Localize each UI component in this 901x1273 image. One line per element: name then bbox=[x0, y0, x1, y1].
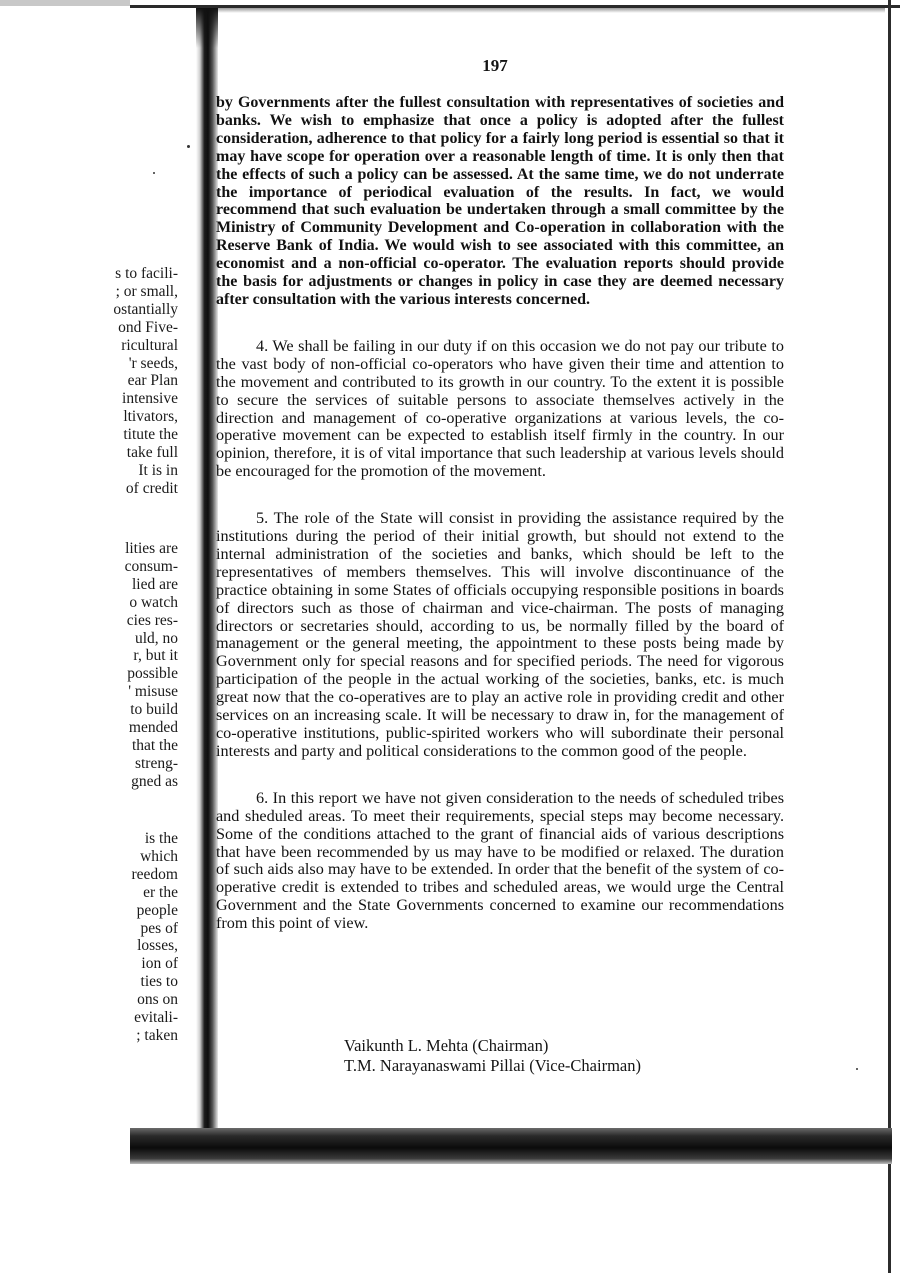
left-fragment-line: ; taken bbox=[136, 1026, 178, 1044]
book-spine-shadow bbox=[196, 8, 218, 1148]
signature-block bbox=[344, 1036, 641, 1076]
left-fragment-line: ostantially bbox=[113, 300, 178, 318]
left-fragment-line: s to facili- bbox=[115, 265, 178, 282]
top-scan-shadow bbox=[205, 8, 885, 13]
left-fragment-line: intensive bbox=[122, 390, 178, 408]
left-fragment-line: ion of bbox=[141, 955, 178, 973]
left-fragment-line: ; or small, bbox=[115, 282, 178, 300]
left-page-fragment-1 bbox=[0, 265, 178, 498]
left-fragment-line: mended bbox=[128, 719, 178, 737]
left-fragment-line: er the bbox=[143, 883, 178, 901]
left-fragment-line: that the bbox=[131, 736, 178, 754]
left-fragment-line: consum- bbox=[124, 557, 178, 575]
left-fragment-line: o watch bbox=[129, 593, 178, 611]
left-fragment-line: streng- bbox=[134, 754, 178, 772]
left-fragment-line: r, but it bbox=[133, 647, 178, 665]
left-fragment-line: lities are bbox=[125, 540, 178, 557]
left-fragment-line: ' misuse bbox=[128, 683, 178, 701]
left-fragment-line: 'r seeds, bbox=[128, 354, 178, 372]
left-fragment-line: pes of bbox=[140, 919, 178, 937]
left-fragment-line: ons on bbox=[137, 991, 178, 1009]
left-fragment-line: to build bbox=[130, 701, 178, 719]
left-fragment-line: take full bbox=[126, 444, 178, 462]
left-fragment-line: ear Plan bbox=[127, 372, 178, 390]
left-page-fragment-3 bbox=[0, 830, 178, 1045]
left-fragment-line: lied are bbox=[131, 575, 178, 593]
signature-chairman: Vaikunth L. Mehta (Chairman) bbox=[344, 1036, 549, 1055]
left-fragment-line: possible bbox=[127, 665, 178, 683]
left-fragment-line: is the bbox=[144, 830, 178, 847]
left-fragment-line: ties to bbox=[140, 973, 178, 991]
paragraph-6: 6. In this report we have not given consideration to the needs of scheduled tribes and sheduled areas. To meet their requirements, special steps may become necessary. Some of the conditions attached to the grant of financial aids of various descriptions that have been recommended by us may have to be modified or relaxed. The duration of such aids also may have to be extended. In order that the benefit of the system of co-operative credit is extended to tribes and scheduled areas, we would urge the Central Government and the State Governments concerned to examine our recommendations from this point of view. bbox=[216, 788, 784, 933]
scan-speck bbox=[856, 1068, 858, 1070]
signature-vice-chairman: T.M. Narayanaswami Pillai (Vice-Chairman) bbox=[344, 1056, 641, 1075]
right-page-border bbox=[888, 0, 891, 1273]
left-fragment-line: people bbox=[136, 901, 178, 919]
top-scan-edge-left bbox=[0, 0, 130, 6]
left-fragment-line: gned as bbox=[131, 772, 178, 790]
left-fragment-line: which bbox=[140, 847, 178, 865]
left-fragment-line: titute the bbox=[123, 426, 178, 444]
left-fragment-line: of credit bbox=[125, 479, 178, 497]
page-number: 197 bbox=[482, 56, 508, 75]
left-fragment-line: ricultural bbox=[121, 336, 178, 354]
left-fragment-line: It is in bbox=[138, 461, 178, 479]
book-spine-cap bbox=[196, 8, 218, 48]
bottom-scan-band bbox=[130, 1128, 892, 1164]
paragraph-continuation: by Governments after the fullest consultation with representatives of societies and banks. We wish to emphasize that once a policy is adopted after the fullest consideration, adherence to that policy for a fairly long period is essential so that it may have scope for operation over a reasonable length of time. It is only then that the effects of such a policy can be assessed. At the same time, we do not underrate the importance of periodical evaluation of the results. In fact, we would recommend that such evaluation be undertaken through a small committee by the Ministry of Community Development and Co-operation in collaboration with the Reserve Bank of India. We would wish to see associated with this committee, an economist and a non-official co-operator. The evaluation reports should provide the basis for adjustments or changes in policy in case they are deemed necessary after consultation with the various interests concerned. bbox=[216, 94, 784, 308]
paragraph-4: 4. We shall be failing in our duty if on this occasion we do not pay our tribute to the vast body of non-official co-operators who have given their time and attention to the movement and contributed to its growth in our country. To the extent it is possible to secure the services of suitable persons to associate themselves actively in the direction and management of co-operative organizations at various levels, the co-operative movement can be expected to establish itself firmly in the country. In our opinion, therefore, it is of vital importance that such leadership at various levels should be encouraged for the promotion of the movement. bbox=[216, 336, 784, 481]
left-fragment-line: reedom bbox=[131, 865, 178, 883]
left-fragment-line: ltivators, bbox=[123, 408, 178, 426]
body-text bbox=[216, 94, 784, 933]
left-fragment-line: evitali- bbox=[134, 1009, 178, 1027]
scan-speck bbox=[153, 172, 155, 174]
left-fragment-line: losses, bbox=[137, 937, 178, 955]
paragraph-5: 5. The role of the State will consist in providing the assistance required by the institutions during the period of their initial growth, but should not extend to the internal administration of the societies and banks, which should be left to the representatives of members themselves. This will involve discontinuance of the practice obtaining in some States of officials occupying responsible positions in boards of directors such as those of chairman and vice-chairman. The posts of managing directors or secretaries should, according to us, be normally filled by the board of management or the general meeting, the appointment to these posts being made by Government only for special reasons and for specified periods. The need for vigorous participation of the people in the actual working of the societies, banks, etc. is much great now that the co-operatives are to play an active role in providing credit and other services on an increasing scale. It will be necessary to draw in, for the management of co-operative institutions, public-spirited workers who will subordinate their personal interests and party and political considerations to the common good of the people. bbox=[216, 509, 784, 760]
left-fragment-line: ond Five- bbox=[118, 318, 178, 336]
left-page-fragment-2 bbox=[0, 540, 178, 791]
left-fragment-line: uld, no bbox=[134, 629, 178, 647]
scan-speck bbox=[187, 145, 190, 148]
left-fragment-line: cies res- bbox=[126, 611, 178, 629]
